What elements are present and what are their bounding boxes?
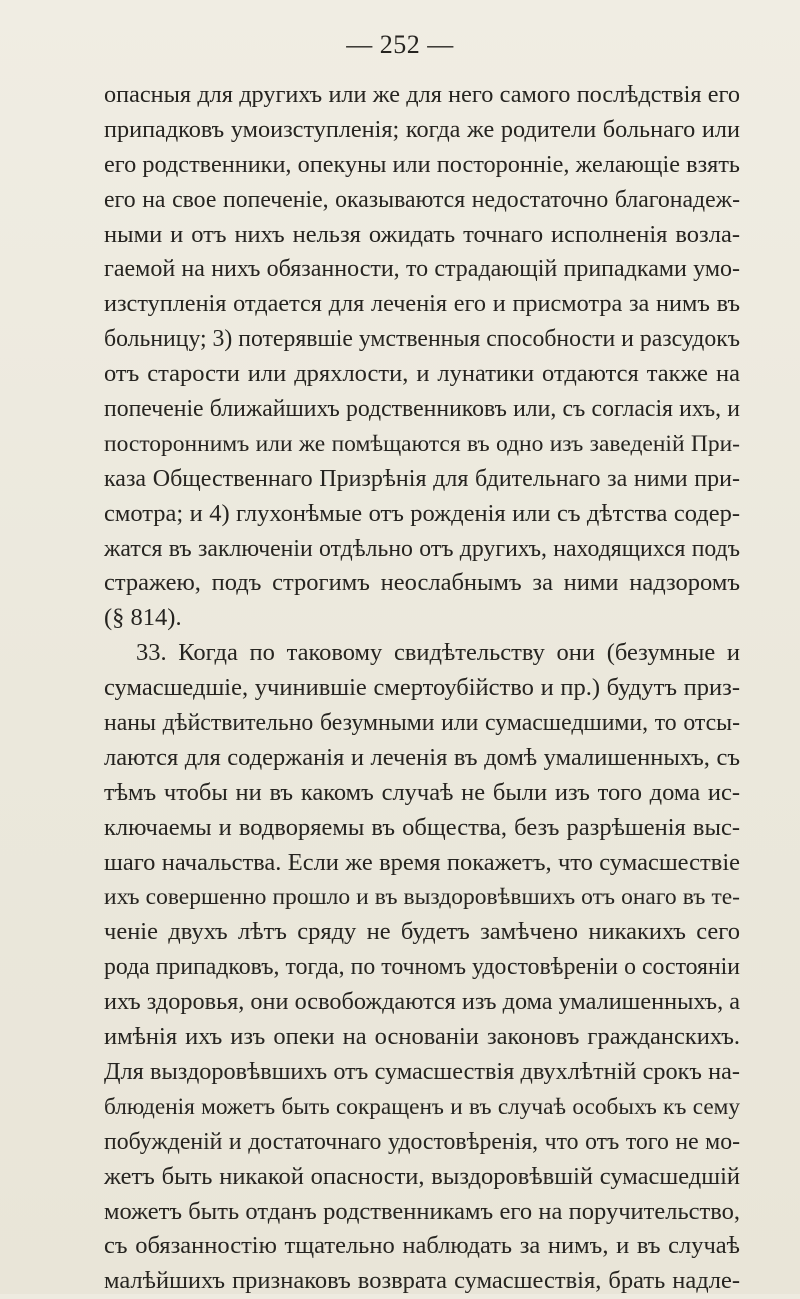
text-line: припадковъ умоизступленія; когда же родители больнаго или	[104, 115, 740, 143]
text-line: блюденія можетъ быть сокращенъ и въ случаѣ особыхъ къ сему	[104, 1093, 740, 1120]
text-line: стражею, подъ строгимъ неослабнымъ за ними надзоромъ	[104, 569, 740, 597]
text-line: его родственники, опекуны или посторонніе, желающіе взять	[104, 150, 740, 178]
text-line: побужденій и достаточнаго удостовѣренія, что отъ того не мо-	[104, 1128, 740, 1155]
text-line: постороннимъ или же помѣщаются въ одно изъ заведеній При-	[104, 430, 740, 457]
text-line: смотра; и 4) глухонѣмые отъ рожденія или съ дѣтства содер-	[104, 499, 740, 527]
text-line: наны дѣйствительно безумными или сумасшедшими, то отсы-	[104, 710, 740, 737]
text-line: (§ 814).	[104, 604, 182, 632]
text-line: изступленія отдается для леченія его и присмотра за нимъ въ	[104, 290, 740, 318]
text-line: ными и отъ нихъ нельзя ожидать точнаго исполненія возла-	[104, 220, 740, 248]
text-line: можетъ быть отданъ родственникамъ его на поручительство,	[104, 1197, 740, 1225]
page-number: — 252 —	[346, 30, 454, 59]
text-line: шаго начальства. Если же время покажетъ, что сумасшествіе	[104, 848, 740, 876]
paragraph-start-line: 33. Когда по таковому свидѣтельству они (безумные и	[136, 639, 740, 667]
text-line: сумасшедшіе, учинившіе смертоубійство и пр.) будутъ приз-	[104, 674, 740, 702]
text-line: ихъ совершенно прошло и въ выздоровѣвшихъ отъ онаго въ те-	[104, 884, 740, 911]
text-line: ихъ здоровья, они освобождаются изъ дома умалишенныхъ, а	[104, 988, 740, 1016]
text-line: больницу; 3) потерявшіе умственныя способности и разсудокъ	[104, 326, 741, 353]
text-line: жатся въ заключеніи отдѣльно отъ другихъ, находящихся подъ	[104, 535, 740, 562]
text-line: ключаемы и водворяемы въ общества, безъ разрѣшенія выс-	[104, 813, 740, 841]
body-text	[104, 78, 740, 1299]
text-line: каза Общественнаго Призрѣнія для бдительнаго за ними при-	[104, 465, 740, 492]
text-line: отъ старости или дряхлости, и лунатики отдаются также на	[104, 360, 740, 388]
text-line: тѣмъ чтобы ни въ какомъ случаѣ не были изъ того дома ис-	[104, 778, 740, 806]
text-line: ченіе двухъ лѣтъ сряду не будетъ замѣчено никакихъ сего	[104, 918, 740, 946]
text-line: попеченіе ближайшихъ родственниковъ или, съ согласія ихъ, и	[104, 396, 740, 423]
text-line: жетъ быть никакой опасности, выздоровѣвшій сумасшедшій	[104, 1162, 740, 1190]
text-line: лаются для содержанія и леченія въ домѣ умалишенныхъ, съ	[104, 743, 740, 771]
text-line: гаемой на нихъ обязанности, то страдающій припадками умо-	[104, 256, 740, 283]
text-line: Для выздоровѣвшихъ отъ сумасшествія двухлѣтній срокъ на-	[104, 1057, 740, 1085]
text-line: его на свое попеченіе, оказываются недостаточно благонадеж-	[104, 186, 740, 213]
text-line: имѣнія ихъ изъ опеки на основаніи законовъ гражданскихъ.	[104, 1023, 740, 1051]
text-line: рода припадковъ, тогда, по точномъ удостовѣреніи о состояніи	[104, 954, 740, 981]
text-line: опасныя для другихъ или же для него самого послѣдствія его	[104, 81, 740, 108]
text-line: малѣйшихъ признаковъ возврата сумасшествія, брать надле-	[104, 1267, 740, 1295]
text-line: съ обязанностію тщательно наблюдать за нимъ, и въ случаѣ	[104, 1232, 740, 1260]
